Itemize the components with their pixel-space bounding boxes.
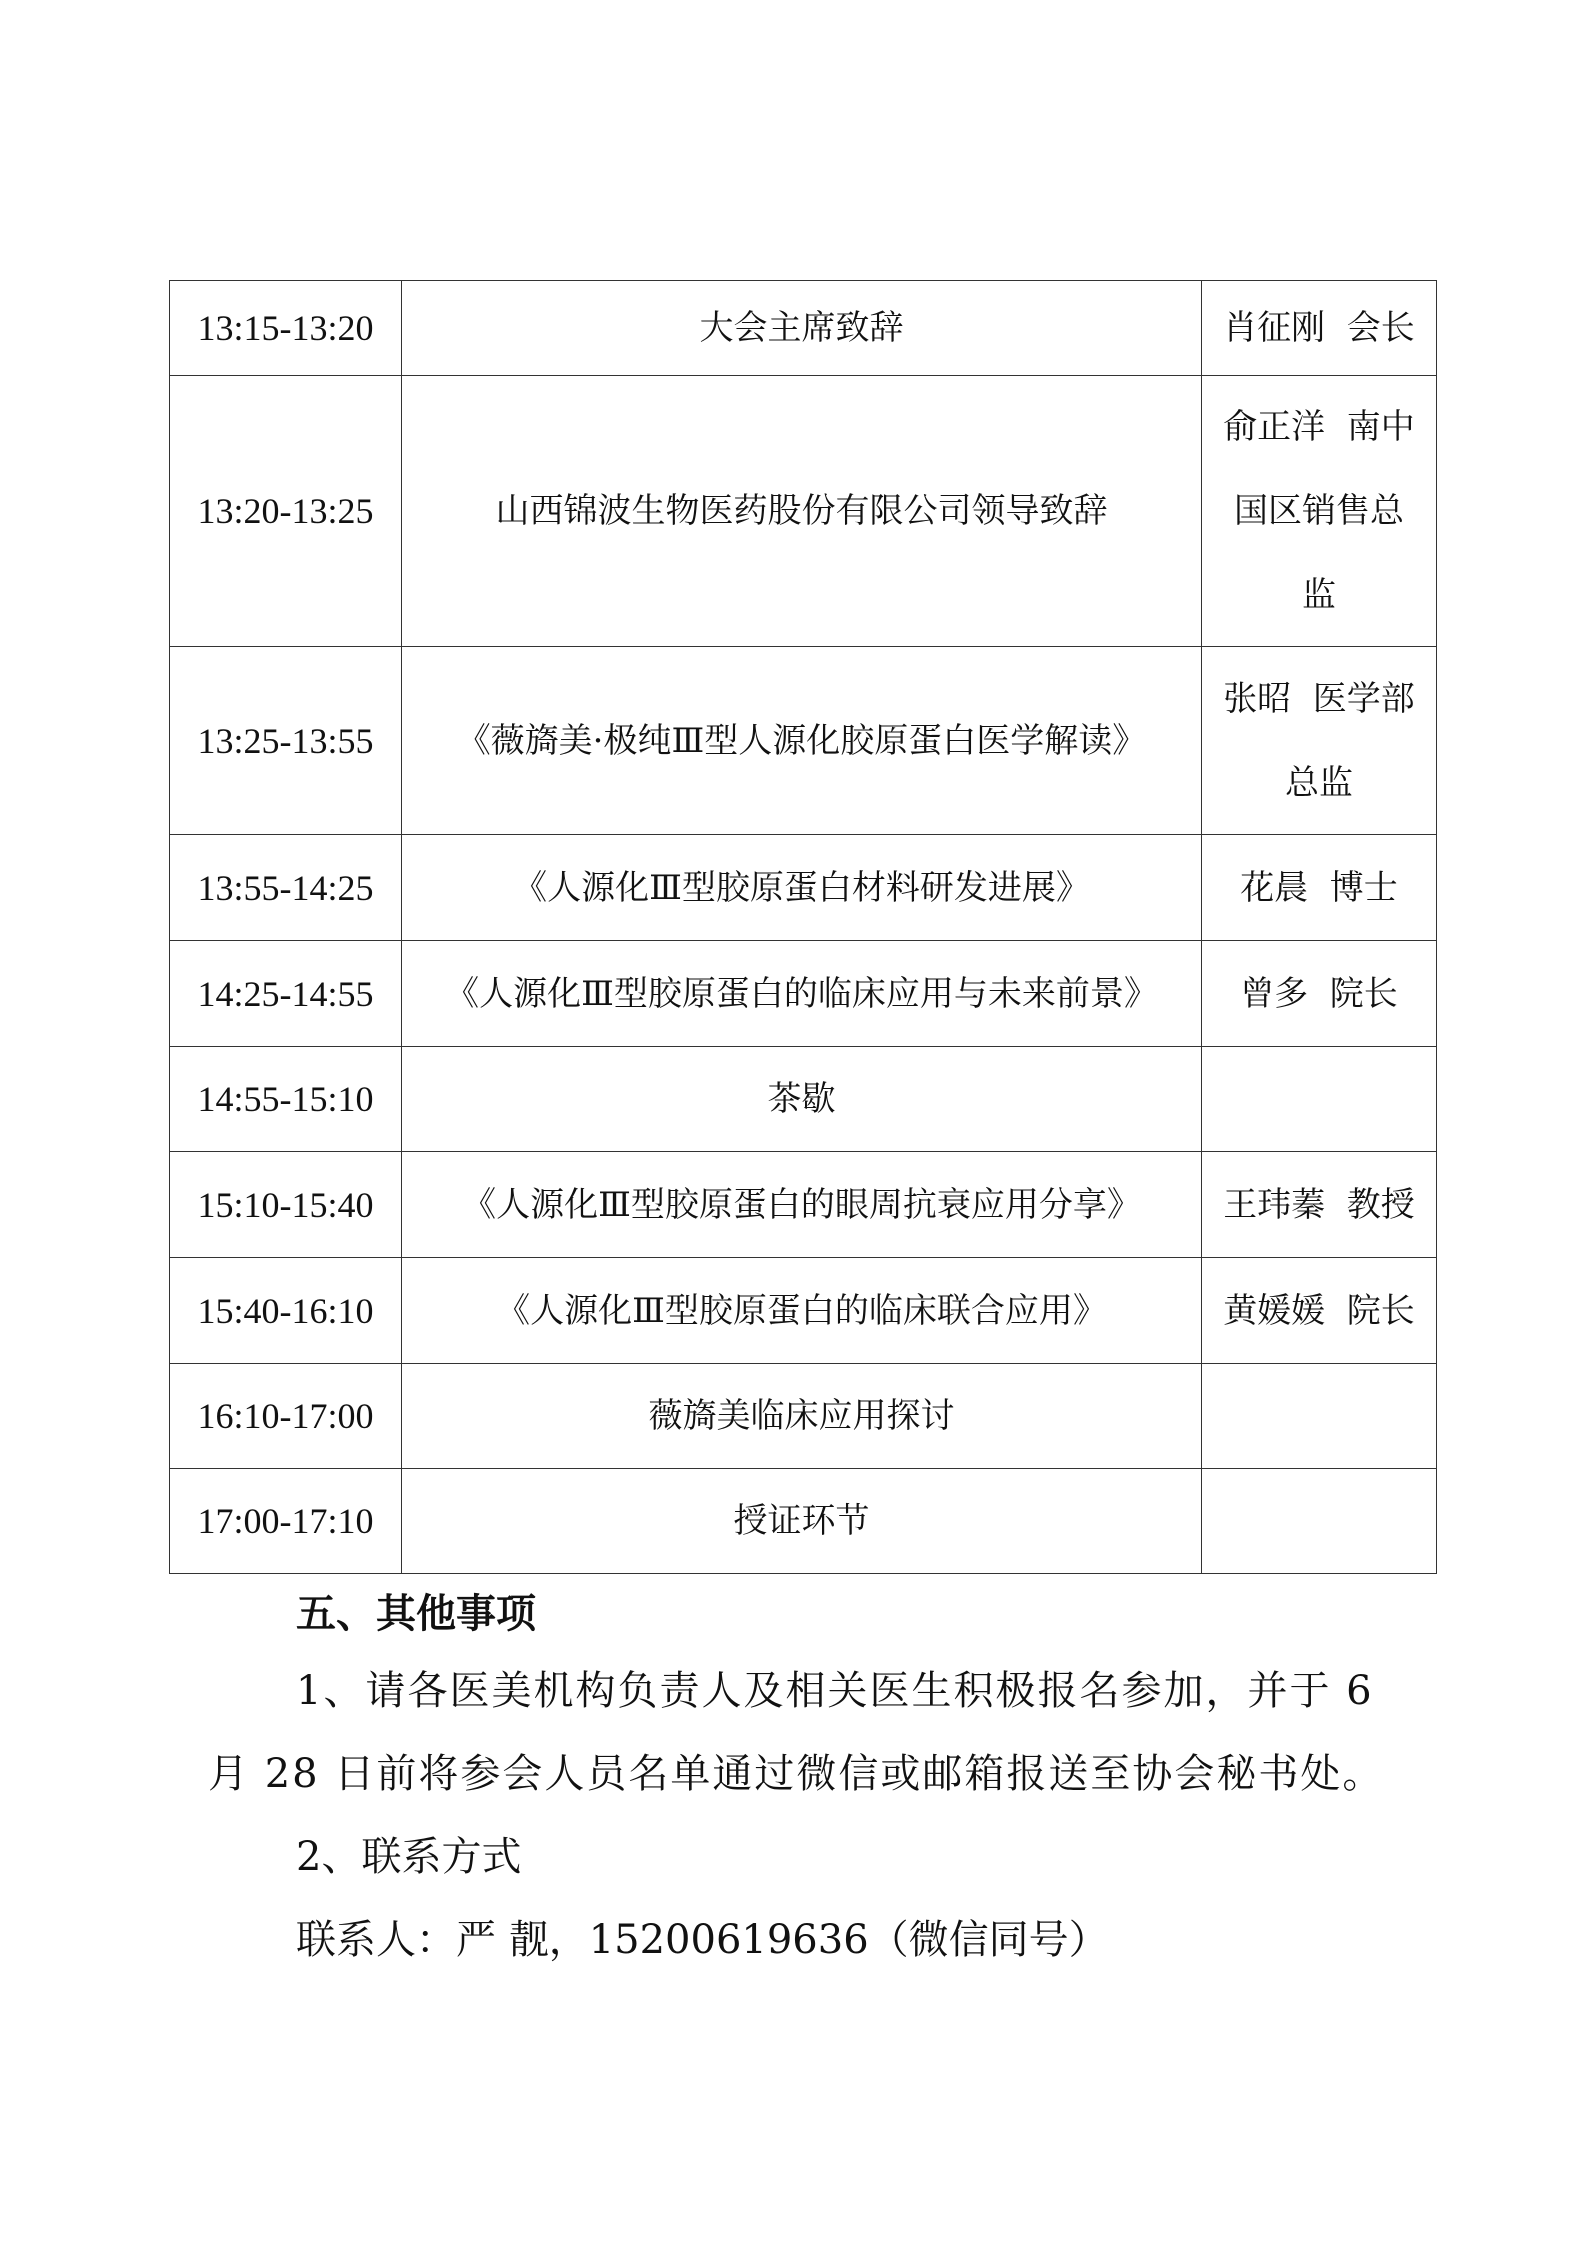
topic-cell: 山西锦波生物医药股份有限公司领导致辞	[402, 376, 1202, 647]
time-cell: 16:10-17:00	[170, 1364, 402, 1469]
schedule-row	[170, 376, 1437, 647]
time-cell: 14:55-15:10	[170, 1047, 402, 1152]
time-cell: 14:25-14:55	[170, 941, 402, 1047]
schedule-row	[170, 835, 1437, 941]
paragraph-line: 月 28 日前将参会人员名单通过微信或邮箱报送至协会秘书处。	[208, 1751, 1385, 1797]
speaker-cell	[1202, 1047, 1437, 1152]
paragraph-line: 1、请各医美机构负责人及相关医生积极报名参加，并于 6	[296, 1668, 1374, 1714]
schedule-row	[170, 1364, 1437, 1469]
other-matters-section	[0, 1578, 1587, 1982]
topic-cell: 《人源化Ⅲ型胶原蛋白的临床联合应用》	[402, 1258, 1202, 1364]
speaker-cell: 俞正洋 南中国区销售总监	[1202, 376, 1437, 647]
time-cell: 13:20-13:25	[170, 376, 402, 647]
topic-cell: 茶歇	[402, 1047, 1202, 1152]
time-cell: 17:00-17:10	[170, 1469, 402, 1574]
schedule-row	[170, 647, 1437, 835]
registration-paragraph	[0, 1650, 1587, 1816]
time-cell: 13:25-13:55	[170, 647, 402, 835]
speaker-cell: 曾多 院长	[1202, 941, 1437, 1047]
topic-cell: 《人源化Ⅲ型胶原蛋白的临床应用与未来前景》	[402, 941, 1202, 1047]
time-cell: 15:40-16:10	[170, 1258, 402, 1364]
section-title: 五、其他事项	[296, 1591, 536, 1637]
speaker-cell: 王玮蓁 教授	[1202, 1152, 1437, 1258]
schedule-table	[169, 280, 1437, 1574]
schedule-row	[170, 1469, 1437, 1574]
topic-cell: 大会主席致辞	[402, 281, 1202, 376]
contact-line: 联系人：严 靓，15200619636（微信同号）	[296, 1917, 1109, 1963]
topic-cell: 《人源化Ⅲ型胶原蛋白材料研发进展》	[402, 835, 1202, 941]
schedule-row	[170, 281, 1437, 376]
schedule-row	[170, 941, 1437, 1047]
contact-heading: 2、联系方式	[296, 1834, 522, 1880]
time-cell: 15:10-15:40	[170, 1152, 402, 1258]
time-cell: 13:15-13:20	[170, 281, 402, 376]
speaker-cell: 张昭 医学部总监	[1202, 647, 1437, 835]
time-cell: 13:55-14:25	[170, 835, 402, 941]
speaker-cell: 黄媛媛 院长	[1202, 1258, 1437, 1364]
speaker-cell	[1202, 1364, 1437, 1469]
schedule-row	[170, 1152, 1437, 1258]
topic-cell: 薇旖美临床应用探讨	[402, 1364, 1202, 1469]
topic-cell: 《人源化Ⅲ型胶原蛋白的眼周抗衰应用分享》	[402, 1152, 1202, 1258]
speaker-cell: 肖征刚 会长	[1202, 281, 1437, 376]
speaker-cell	[1202, 1469, 1437, 1574]
topic-cell: 授证环节	[402, 1469, 1202, 1574]
schedule-row	[170, 1047, 1437, 1152]
schedule-row	[170, 1258, 1437, 1364]
topic-cell: 《薇旖美·极纯Ⅲ型人源化胶原蛋白医学解读》	[402, 647, 1202, 835]
speaker-cell: 花晨 博士	[1202, 835, 1437, 941]
